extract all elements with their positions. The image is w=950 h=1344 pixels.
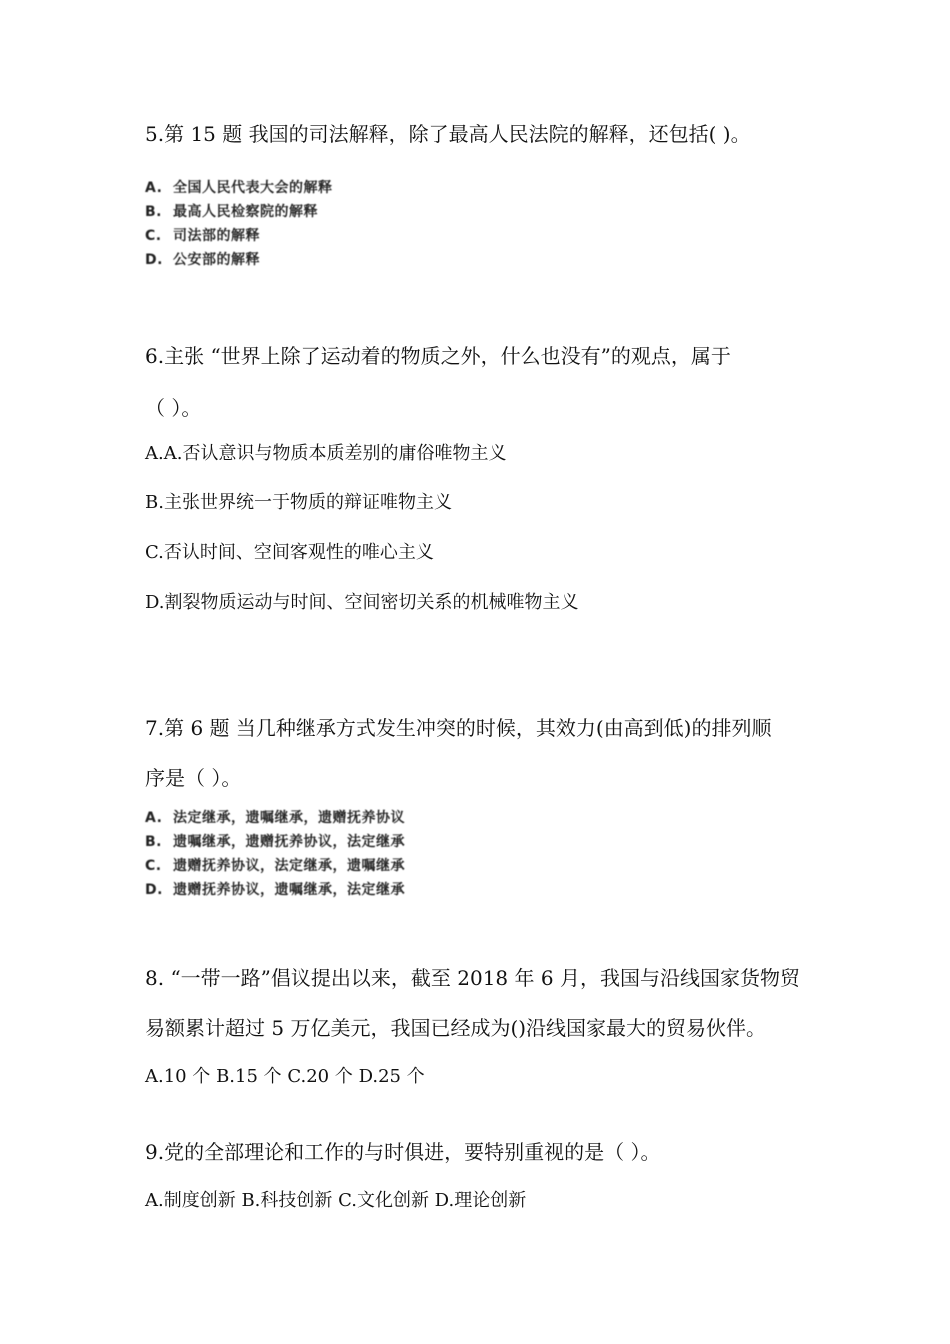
q9-stem: 9.党的全部理论和工作的与时俱进，要特别重视的是（ ）。	[145, 1140, 661, 1164]
q6-option-b: B.主张世界统一于物质的辩证唯物主义	[145, 492, 452, 513]
q5-option-a: A. 全国人民代表大会的解释	[145, 180, 333, 196]
q7-option-a: A. 法定继承，遗嘱继承，遗赠抚养协议	[145, 810, 405, 826]
q5-option-d: D. 公安部的解释	[145, 252, 260, 268]
q5-option-b: B. 最高人民检察院的解释	[145, 204, 318, 220]
q6-option-d: D.割裂物质运动与时间、空间密切关系的机械唯物主义	[145, 592, 579, 613]
q8-stem-line2: 易额累计超过 5 万亿美元，我国已经成为()沿线国家最大的贸易伙伴。	[145, 1016, 767, 1040]
q6-stem-line2: （ ）。	[145, 396, 202, 420]
q5-option-c: C. 司法部的解释	[145, 228, 260, 244]
q7-stem-line1: 7.第 6 题 当几种继承方式发生冲突的时候，其效力(由高到低)的排列顺	[145, 716, 772, 740]
q7-option-b: B. 遗嘱继承，遗赠抚养协议，法定继承	[145, 834, 405, 850]
q8-stem-line1: 8. “一带一路”倡议提出以来，截至 2018 年 6 月，我国与沿线国家货物贸	[145, 966, 800, 990]
q5-stem: 5.第 15 题 我国的司法解释，除了最高人民法院的解释，还包括( )。	[145, 122, 751, 146]
q9-options: A.制度创新 B.科技创新 C.文化创新 D.理论创新	[145, 1190, 527, 1211]
q6-option-a: A.A.否认意识与物质本质差别的庸俗唯物主义	[145, 443, 507, 464]
q6-option-c: C.否认时间、空间客观性的唯心主义	[145, 542, 434, 563]
q7-options	[145, 806, 405, 902]
q6-stem-line1: 6.主张 “世界上除了运动着的物质之外，什么也没有”的观点，属于	[145, 344, 731, 368]
q7-stem-line2: 序是（ ）。	[145, 766, 242, 790]
q5-options	[145, 176, 333, 272]
q7-option-c: C. 遗赠抚养协议，法定继承，遗嘱继承	[145, 858, 405, 874]
q7-option-d: D. 遗赠抚养协议，遗嘱继承，法定继承	[145, 882, 405, 898]
q8-options: A.10 个 B.15 个 C.20 个 D.25 个	[145, 1066, 425, 1087]
